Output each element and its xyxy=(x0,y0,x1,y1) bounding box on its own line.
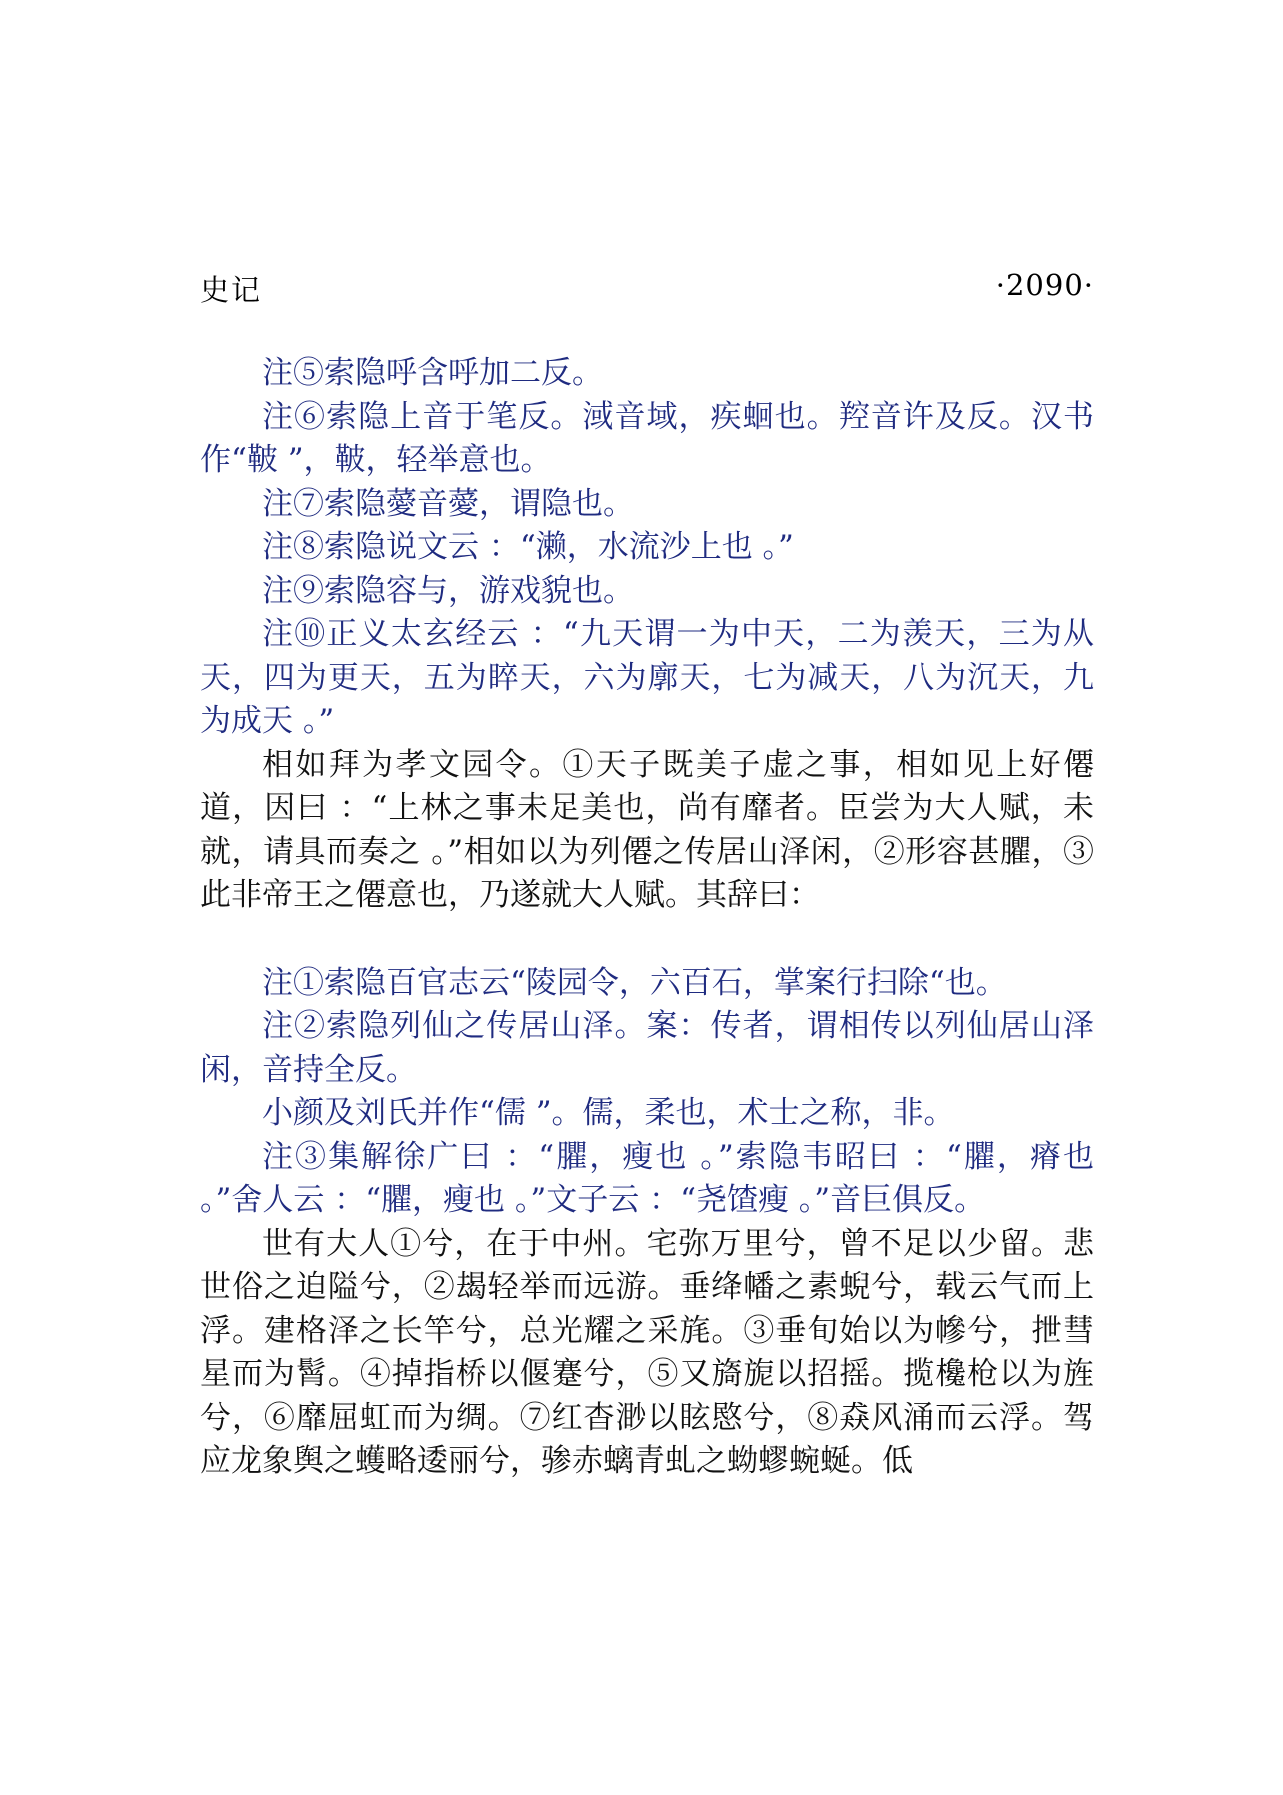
paragraph-gap xyxy=(200,918,1094,962)
page-number: ·2090· xyxy=(995,268,1094,302)
annotation-note: 注①索隐百官志云“陵园令，六百石，掌案行扫除“也。 xyxy=(262,964,1007,1001)
annotation-note: 注⑥索隐上音于笔反。淢音域，疾蛔也。羫音许及反。汉书作“鞁 ”，鞁，轻举意也。 xyxy=(200,398,1094,478)
annotation-note: 注⑤索隐呼含呼加二反。 xyxy=(262,355,603,391)
annotation-note: 注③集解徐广曰 ：“臞，瘦也 。”索隐韦昭曰 ：“臞，瘠也 。”舍人云 ：“臞，瘦也 。”文子云 ：“尧馇瘦 。”音巨俱反。 xyxy=(200,1138,1094,1218)
annotation-note: 注⑨索隐容与，游戏貌也。 xyxy=(262,572,634,609)
annotation-note: 注⑦索隐薆音薆，谓隐也。 xyxy=(262,485,634,522)
main-text-paragraph: 相如拜为孝文园令。①天子既美子虚之事，相如见上好僊道，因曰 ：“上林之事未足美也，尚有靡者。臣尝为大人赋，未就，请具而奏之 。”相如以为列僊之传居山泽闲，②形容甚臞，③此非帝王之僊意也，乃遂就大人赋。其辞曰： xyxy=(200,746,1094,913)
annotation-note: 注②索隐列仙之传居山泽。案：传者，谓相传以列仙居山泽闲，音持全反。 xyxy=(200,1008,1094,1088)
page-body xyxy=(200,352,1094,1484)
annotation-note: 小颜及刘氏并作“儒 ”。儒，柔也，术士之称，非。 xyxy=(262,1095,955,1131)
annotation-note: 注⑩正义太玄经云 ：“九天谓一为中天，二为羡天，三为从天，四为更天，五为睟天，六为廓天，七为减天，八为沉天，九为成天 。” xyxy=(200,616,1094,739)
annotation-note: 注⑧索隐说文云 ：“濑，水流沙上也 。” xyxy=(262,529,794,565)
main-text-paragraph: 世有大人①兮，在于中州。宅弥万里兮，曾不足以少留。悲世俗之迫隘兮，②朅轻举而远游。垂绛幡之素蜺兮，载云气而上浮。建格泽之长竿兮，总光耀之采旄。③垂旬始以为幓兮，抴彗星而为髾。④掉指桥以偃蹇兮，⑤又旖旎以招摇。揽欃枪以为旌兮，⑥靡屈虹而为绸。⑦红杳渺以眩愍兮，⑧猋风涌而云浮。驾应龙象舆之蠖略逶丽兮，骖赤螭青虬之蚴蟉蜿蜒。低 xyxy=(200,1225,1094,1479)
book-title: 史记 xyxy=(200,273,263,307)
page-header xyxy=(200,268,1094,308)
